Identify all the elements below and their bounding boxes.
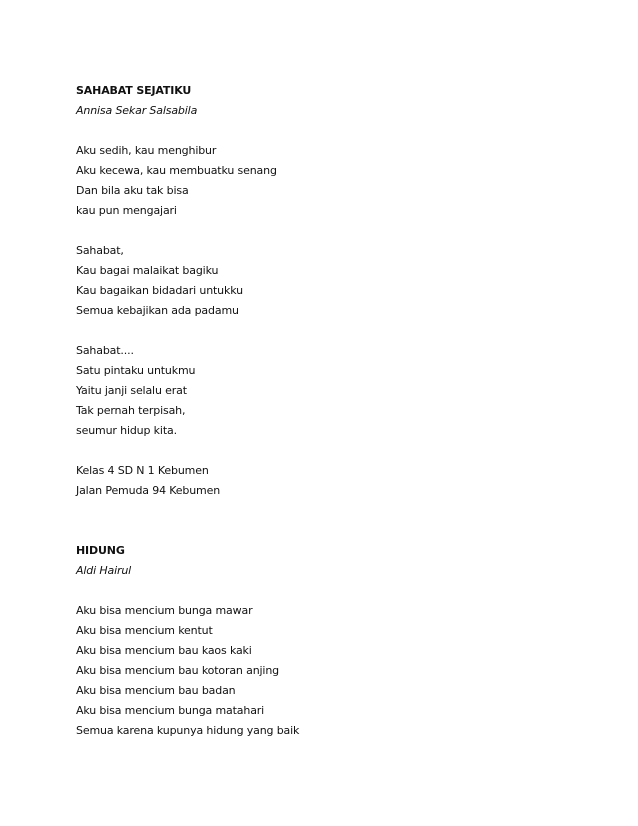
poem-line: Aku sedih, kau menghibur bbox=[76, 144, 217, 157]
poem-line: Jalan Pemuda 94 Kebumen bbox=[76, 484, 221, 497]
author-address bbox=[76, 461, 576, 501]
poem-line: Kau bagai malaikat bagiku bbox=[76, 264, 219, 277]
poem-line: Aku bisa mencium bunga mawar bbox=[76, 604, 253, 617]
poem-line: Semua karena kupunya hidung yang baik bbox=[76, 724, 300, 737]
poem-line: kau pun mengajari bbox=[76, 204, 177, 217]
poem-line: Aku bisa mencium kentut bbox=[76, 624, 213, 637]
stanza-spacer bbox=[76, 221, 576, 241]
poem-line: Yaitu janji selalu erat bbox=[76, 384, 187, 397]
poem-line: Satu pintaku untukmu bbox=[76, 364, 196, 377]
stanza bbox=[76, 341, 576, 441]
poem-line: Semua kebajikan ada padamu bbox=[76, 304, 239, 317]
stanza bbox=[76, 141, 576, 221]
poem-line: Dan bila aku tak bisa bbox=[76, 184, 189, 197]
poem-line: Sahabat.... bbox=[76, 344, 134, 357]
poem-line: Aku bisa mencium bau kotoran anjing bbox=[76, 664, 279, 677]
stanza-spacer bbox=[76, 121, 576, 141]
poem-line: Aku bisa mencium bunga matahari bbox=[76, 704, 265, 717]
poem-author: Annisa Sekar Salsabila bbox=[76, 104, 198, 117]
stanza-spacer bbox=[76, 441, 576, 461]
poem-author: Aldi Hairul bbox=[76, 564, 132, 577]
poem-sahabat-sejatiku bbox=[76, 81, 576, 501]
poem-spacer bbox=[76, 501, 576, 541]
document-body bbox=[76, 81, 576, 741]
poem-line: seumur hidup kita. bbox=[76, 424, 177, 437]
poem-line: Aku bisa mencium bau kaos kaki bbox=[76, 644, 252, 657]
poem-line: Kelas 4 SD N 1 Kebumen bbox=[76, 464, 209, 477]
poem-line: Kau bagaikan bidadari untukku bbox=[76, 284, 243, 297]
poem-title: HIDUNG bbox=[76, 544, 125, 557]
poem-line: Aku bisa mencium bau badan bbox=[76, 684, 236, 697]
stanza-spacer bbox=[76, 321, 576, 341]
poem-hidung bbox=[76, 541, 576, 741]
stanza bbox=[76, 601, 576, 741]
stanza bbox=[76, 241, 576, 321]
poem-line: Sahabat, bbox=[76, 244, 124, 257]
poem-line: Aku kecewa, kau membuatku senang bbox=[76, 164, 277, 177]
poem-line: Tak pernah terpisah, bbox=[76, 404, 186, 417]
poem-title: SAHABAT SEJATIKU bbox=[76, 84, 192, 97]
stanza-spacer bbox=[76, 581, 576, 601]
